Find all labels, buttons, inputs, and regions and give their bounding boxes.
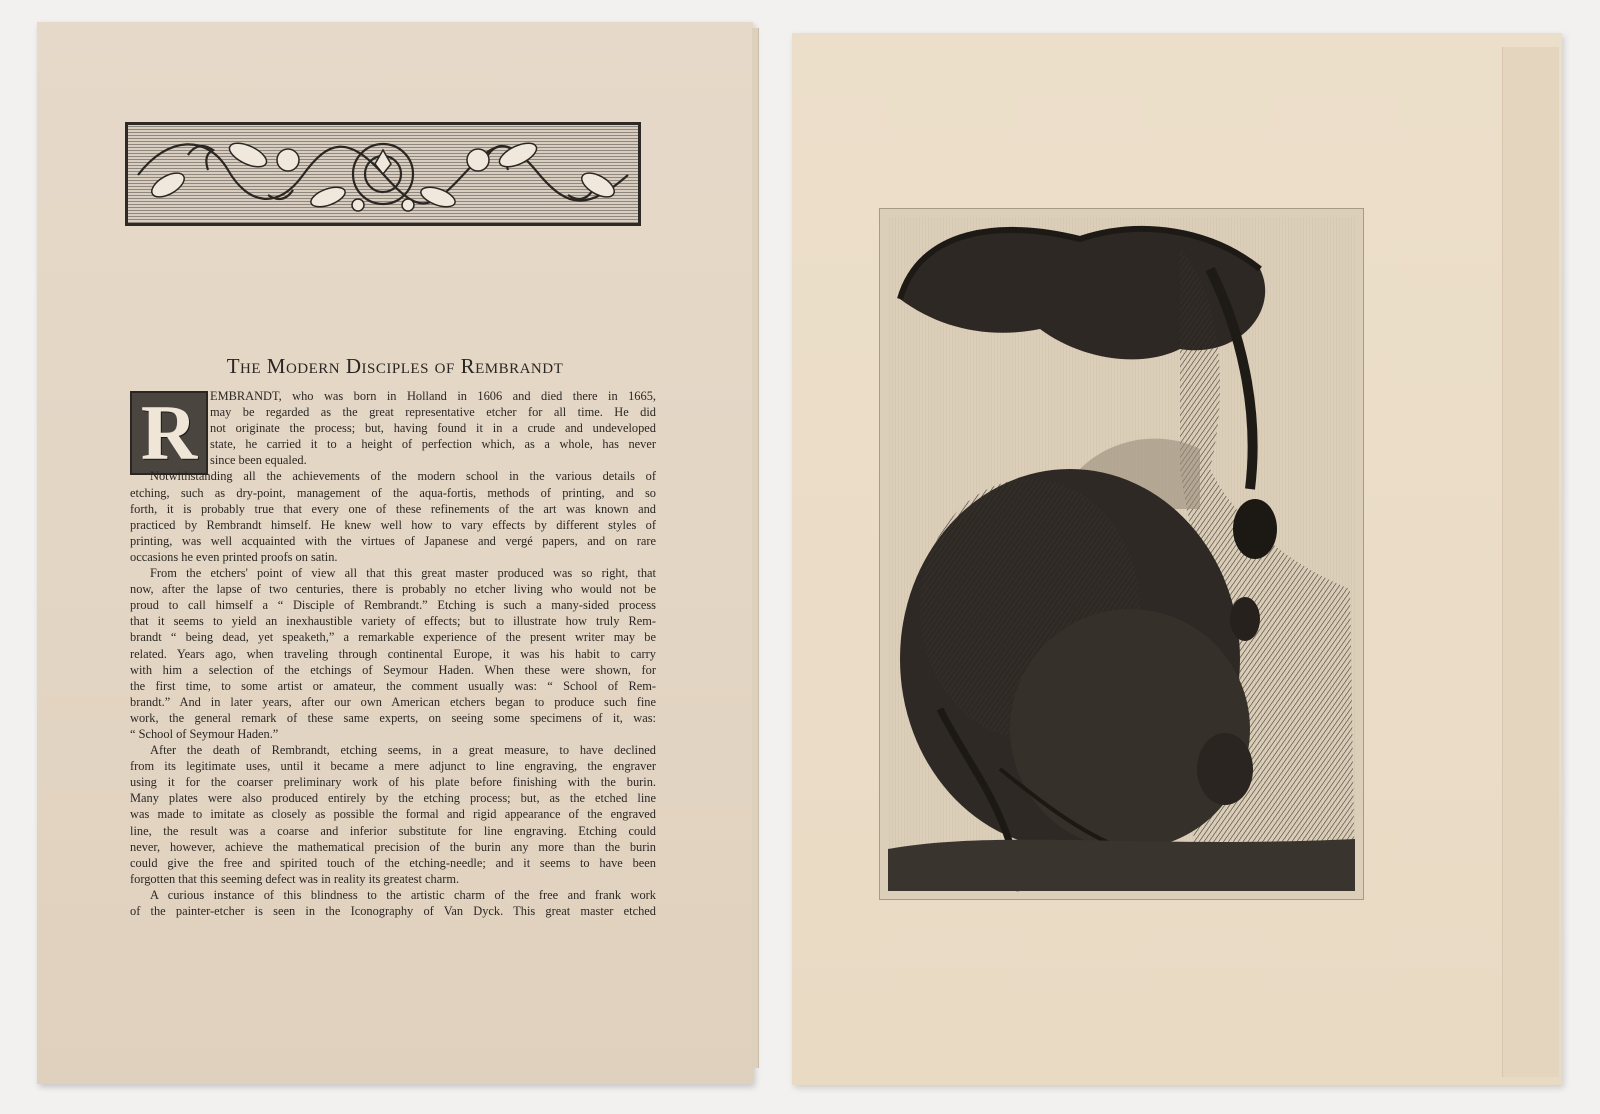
- article-line: Notwithstanding all the achievements of the modern school in the various details of: [150, 469, 656, 484]
- article-line: was made to imitate as closely as possible the formal and rigid appearance of the engraved: [130, 807, 656, 822]
- etching-plate: [879, 208, 1364, 900]
- article-line: with him a selection of the etchings of Seymour Haden. When these were shown, for: [130, 662, 656, 677]
- article-line: A curious instance of this blindness to the artistic charm of the free and frank work: [150, 887, 656, 902]
- article-line: not originate the process; but, having found it in a crude and undeveloped: [210, 421, 656, 436]
- article-line: could give the free and spirited touch of the etching-needle; and it seems to have been: [130, 855, 656, 870]
- article-line: practiced by Rembrandt himself. He knew well how to vary effects by different styles of: [130, 517, 656, 532]
- etching-sheet: [792, 33, 1562, 1085]
- article-line: proud to call himself a “ Disciple of Rembrandt.” Etching is such a many-sided process: [130, 598, 656, 613]
- article-page: [37, 22, 753, 1084]
- article-line: that it seems to yield an inexhaustible variety of effects; but to illustrate how truly Rem-: [130, 614, 656, 629]
- article-line: After the death of Rembrandt, etching seems, in a great measure, to have declined: [150, 743, 656, 758]
- article-line: state, he carried it to a height of perfection which, as a whole, has never: [210, 437, 656, 452]
- article-line: work, the general remark of these same experts, on seeing some specimens of it, was:: [130, 710, 656, 725]
- article-line: forgotten that this seeming defect was in reality its greatest charm.: [130, 871, 460, 886]
- article-body: [130, 388, 656, 919]
- article-line: since been equaled.: [210, 453, 307, 468]
- article-line: may be regarded as the great representative etcher for all time. He did: [210, 405, 656, 420]
- ornamental-header-band: [125, 122, 641, 226]
- landscape-etching-icon: [880, 209, 1363, 899]
- drop-cap-letter: R: [140, 389, 198, 476]
- article-line: using it for the coarser preliminary work of his plate before finishing with the burin.: [130, 775, 656, 790]
- article-line: related. Years ago, when traveling through continental Europe, it was his habit to carry: [130, 646, 656, 661]
- article-line: never, however, achieve the mathematical precision of the burin any more than the burin: [130, 839, 656, 854]
- foliage-ornament-icon: [128, 125, 638, 223]
- article-line: from its legitimate uses, until it became a mere adjunct to line engraving, the engraver: [130, 759, 656, 774]
- article-title: The Modern Disciples of Rembrandt: [226, 354, 564, 378]
- article-line: “ School of Seymour Haden.”: [130, 726, 279, 741]
- article-line: EMBRANDT, who was born in Holland in 1606 and died there in 1665,: [210, 389, 656, 403]
- article-line: brandt.” And in later years, after our own American etchers began to produce such fine: [130, 694, 656, 709]
- sheet-fold: [1502, 47, 1559, 1077]
- article-line: Many plates were also produced entirely by the etching process; but, as the etched line: [130, 791, 656, 806]
- article-line: brandt “ being dead, yet speaketh,” a remarkable experience of the present writer may be: [130, 630, 656, 645]
- article-line: now, after the lapse of two centuries, there is probably no etcher living who would not be: [130, 582, 656, 597]
- article-line: line, the result was a coarse and inferior substitute for line engraving. Etching could: [130, 823, 656, 838]
- article-line: the first time, to some artist or amateur, the comment usually was: “ School of Rem-: [130, 678, 656, 693]
- article-line: etching, such as dry-point, management of the aqua-fortis, methods of printing, and so: [130, 485, 656, 500]
- article-line: occasions he even printed proofs on satin.: [130, 549, 338, 564]
- article-line: From the etchers' point of view all that this great master produced was so right, that: [150, 566, 656, 581]
- article-line: of the painter-etcher is seen in the Iconography of Van Dyck. This great master etched: [130, 904, 656, 918]
- article-line: forth, it is probably true that every one of these refinements of the art was known and: [130, 501, 656, 516]
- article-line: printing, was well acquainted with the virtues of Japanese and vergé papers, and on rare: [130, 533, 656, 548]
